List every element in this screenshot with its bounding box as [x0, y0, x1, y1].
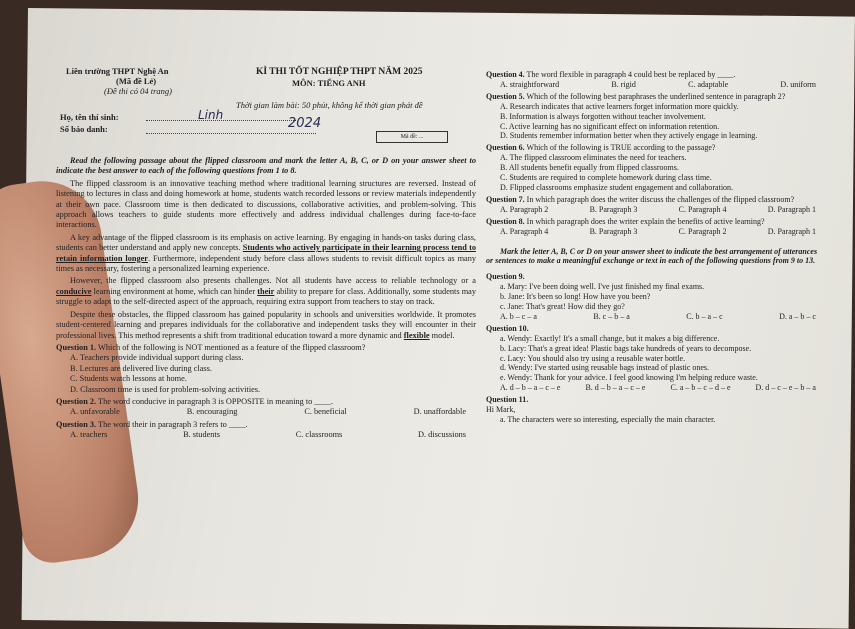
- exam-title: KÌ THI TỐT NGHIỆP THPT NĂM 2025: [256, 67, 423, 77]
- q5-option-c[interactable]: C. Active learning has no significant effect on information retention.: [500, 121, 720, 131]
- q5-option-d[interactable]: D. Students remember information better when they actively engage in learning.: [500, 131, 758, 141]
- p4-text-a: Despite these obstacles, the flipped classroom has gained popularity in schools and universities worldwide. It promotes student-centered learning and prepares individuals for the collaborative and independent tasks they will encounter in their professional lives. This method represents a shift from traditional education toward a more dynamic and: [56, 309, 476, 340]
- q11-line-a: a. The characters were so interesting, especially the main character.: [500, 415, 716, 424]
- p2-text-b: . Furthermore, independent study before class allows students to revisit difficult topics as many times as necessary, fostering a personalized learning experience.: [56, 253, 476, 274]
- sbd-value: 2024: [288, 116, 322, 131]
- question-4: [486, 70, 826, 90]
- q5-text: Which of the following best paraphrases the underlined sentence in paragraph 2?: [524, 91, 786, 101]
- q10-option-b[interactable]: B. d – b – a – c – e: [585, 383, 646, 393]
- q7-option-a[interactable]: A. Paragraph 2: [500, 204, 549, 214]
- q9-option-b[interactable]: B. c – b – a: [593, 311, 630, 321]
- passage-paragraph-3: [56, 276, 476, 307]
- p3-text-a: However, the flipped classroom also presents challenges. Not all students have access to reliable technology or a: [70, 276, 476, 286]
- q6-option-d[interactable]: D. Flipped classrooms emphasize student engagement and collaboration.: [500, 182, 734, 192]
- q4-text: The word flexible in paragraph 4 could best be replaced by ____.: [524, 70, 736, 79]
- left-column: [56, 156, 476, 441]
- q8-label: Question 8.: [486, 216, 525, 226]
- exam-time: Thời gian làm bài: 50 phút, không kể thời gian phát đề: [236, 100, 423, 110]
- p2-text-a: A key advantage of the flipped classroom is its emphasis on active learning. By engaging in hands-on tasks during class, students can better understand and apply new concepts.: [56, 232, 476, 253]
- q1-text: Which of the following is NOT mentioned as a feature of the flipped classroom?: [96, 342, 366, 352]
- question-1: [56, 343, 476, 395]
- q10-option-d[interactable]: D. d – c – e – b – a: [755, 383, 816, 393]
- q3-option-a[interactable]: A. teachers: [70, 430, 108, 440]
- p2-underlined-sentence: Students who actively participate in their learning process tend to retain information longer: [56, 243, 476, 263]
- passage-paragraph-4: [56, 310, 476, 341]
- q9-option-a[interactable]: A. b – c – a: [500, 311, 537, 321]
- name-label: Họ, tên thí sinh:: [60, 112, 119, 122]
- q4-option-b[interactable]: B. rigid: [611, 79, 636, 89]
- school-name: Liên trường THPT Nghệ An: [66, 66, 169, 76]
- q3-option-c[interactable]: C. classrooms: [295, 430, 343, 440]
- q4-option-a[interactable]: A. straightforward: [500, 79, 560, 89]
- question-3: [56, 420, 476, 441]
- question-11: [486, 395, 826, 425]
- q5-option-a[interactable]: A. Research indicates that active learners forget information more quickly.: [500, 101, 739, 111]
- p3-text-b: learning environment at home, which can hinder: [91, 286, 258, 296]
- q7-option-c[interactable]: C. Paragraph 4: [678, 204, 727, 214]
- q7-text: In which paragraph does the writer discuss the challenges of the flipped classroom?: [524, 194, 795, 204]
- q7-option-b[interactable]: B. Paragraph 3: [589, 204, 638, 214]
- q6-option-c[interactable]: C. Students are required to complete homework during class time.: [500, 173, 712, 183]
- question-7: [486, 195, 826, 215]
- q10-line-d: d. Wendy: I've started using reusable bags instead of plastic ones.: [500, 363, 710, 373]
- q9-option-c[interactable]: C. b – a – c: [686, 311, 723, 321]
- q1-label: Question 1.: [56, 342, 97, 352]
- sbd-label: Số báo danh:: [60, 124, 108, 134]
- p3-underlined-word-their: their: [257, 286, 275, 296]
- section2-instruction: Mark the letter A, B, C or D on your answer sheet to indicate the best arrangement of utterances or sentences to make a meaningful exchange or text in each of the following questions from 9 to 13.: [486, 246, 818, 266]
- q2-option-b[interactable]: B. encouraging: [186, 407, 238, 417]
- q8-option-b[interactable]: B. Paragraph 3: [589, 226, 638, 236]
- question-5: [486, 92, 826, 142]
- q10-line-a: a. Wendy: Exactly! It's a small change, but it makes a big difference.: [500, 333, 720, 343]
- question-10: [486, 324, 826, 393]
- q3-option-b[interactable]: B. students: [183, 430, 220, 440]
- q6-label: Question 6.: [486, 143, 525, 153]
- p4-underlined-word-flexible: flexible: [403, 330, 430, 340]
- q5-label: Question 5.: [486, 91, 525, 101]
- exam-code-box: Mã đề: ...: [376, 131, 448, 143]
- p3-text-c: ability to prepare for class. Additionally, some students may struggle to adapt to the self-directed aspect of the approach, requiring extra support from teachers to stay on track.: [56, 286, 476, 307]
- q2-option-c[interactable]: C. beneficial: [304, 407, 347, 417]
- q2-option-d[interactable]: D. unaffordable: [413, 407, 466, 417]
- q1-option-b[interactable]: B. Lectures are delivered live during class.: [70, 363, 212, 373]
- q10-option-a[interactable]: A. d – b – a – c – e: [500, 383, 561, 393]
- q4-label: Question 4.: [486, 70, 525, 79]
- p3-underlined-word-conducive: conducive: [56, 286, 92, 296]
- question-2: [56, 397, 476, 418]
- q10-line-c: c. Lacy: You should also try using a reusable water bottle.: [500, 353, 686, 363]
- q2-option-a[interactable]: A. unfavorable: [70, 407, 120, 417]
- q10-line-e: e. Wendy: Thank for your advice. I feel good knowing I'm helping reduce waste.: [500, 373, 758, 383]
- passage-paragraph-2: [56, 233, 476, 275]
- name-value: Linh: [198, 108, 224, 122]
- q2-label: Question 2.: [56, 396, 97, 406]
- code-note: (Mã đề Lẻ): [116, 76, 157, 86]
- passage-paragraph-1: The flipped classroom is an innovative teaching method where traditional learning structures are reversed. Instead of listening to lectures in class and doing homework at home, students watch recorded lessons or review materials independently at their own pace. Classroom time is then dedicated to discussions, collaborative activities, and problem-solving. This approach allows teachers to guide students more effectively and address individual challenges during face-to-face interactions.: [56, 178, 476, 230]
- q7-option-d[interactable]: D. Paragraph 1: [767, 204, 816, 214]
- q8-text: In which paragraph does the writer explain the benefits of active learning?: [524, 216, 765, 226]
- q9-line-a: a. Mary: I've been doing well. I've just finished my final exams.: [500, 282, 705, 292]
- question-9: [486, 272, 826, 322]
- q6-text: Which of the following is TRUE according to the passage?: [524, 143, 716, 153]
- q8-option-c[interactable]: C. Paragraph 2: [678, 226, 727, 236]
- q9-label: Question 9.: [486, 272, 525, 282]
- q8-option-a[interactable]: A. Paragraph 4: [500, 226, 549, 236]
- q9-line-b: b. Jane: It's been so long! How have you been?: [500, 292, 651, 302]
- q9-option-d[interactable]: D. a – b – c: [779, 311, 816, 321]
- q8-option-d[interactable]: D. Paragraph 1: [767, 226, 816, 236]
- q4-option-c[interactable]: C. adaptable: [688, 79, 729, 89]
- q10-line-b: b. Lacy: That's a great idea! Plastic bags take hundreds of years to decompose.: [500, 343, 752, 353]
- q11-line-greeting: Hi Mark,: [486, 405, 516, 415]
- q4-option-d[interactable]: D. uniform: [780, 79, 816, 89]
- q1-option-a[interactable]: A. Teachers provide individual support during class.: [70, 353, 244, 363]
- q6-option-a[interactable]: A. The flipped classroom eliminates the need for teachers.: [500, 153, 687, 163]
- q1-option-c[interactable]: C. Students watch lessons at home.: [70, 374, 187, 384]
- q7-label: Question 7.: [486, 194, 525, 204]
- q2-text: The word conducive in paragraph 3 is OPPOSITE in meaning to ____.: [96, 396, 334, 406]
- q3-label: Question 3.: [56, 419, 97, 429]
- q9-line-c: c. Jane: That's great! How did they go?: [500, 302, 625, 312]
- q1-option-d[interactable]: D. Classroom time is used for problem-solving activities.: [70, 384, 261, 394]
- q11-label: Question 11.: [486, 395, 529, 405]
- q5-option-b[interactable]: B. Information is always forgotten without teacher involvement.: [500, 111, 706, 121]
- q3-text: The word their in paragraph 3 refers to ____.: [96, 419, 248, 429]
- p4-text-b: model.: [429, 330, 455, 340]
- question-6: [486, 143, 826, 193]
- q10-label: Question 10.: [486, 323, 529, 333]
- right-column: [486, 70, 826, 425]
- q6-option-b[interactable]: B. All students benefit equally from flipped classrooms.: [500, 163, 679, 173]
- exam-subject: MÔN: TIẾNG ANH: [292, 78, 366, 88]
- sbd-line: [146, 133, 316, 134]
- passage-instruction: Read the following passage about the flipped classroom and mark the letter A, B, C, or D on your answer sheet to indicate the best answer to each of the following questions from 1 to 8.: [56, 156, 476, 176]
- page-count: (Đề thi có 04 trang): [104, 86, 172, 96]
- q3-option-d[interactable]: D. discussions: [418, 430, 466, 440]
- question-8: [486, 217, 826, 237]
- q10-option-c[interactable]: C. a – b – c – d – e: [670, 383, 731, 393]
